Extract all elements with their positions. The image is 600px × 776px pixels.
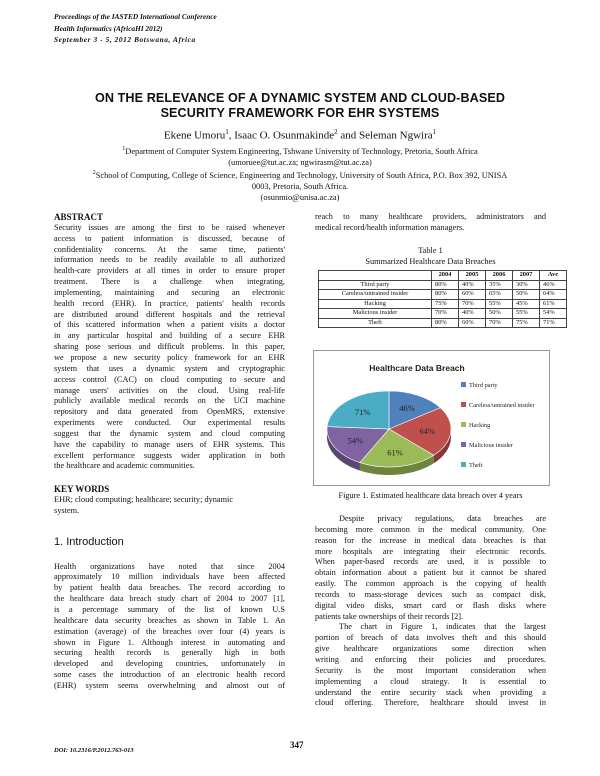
intro-line: shown in Figure 1. Although interest in automating and [54, 637, 285, 647]
table-cell: 54% [540, 309, 567, 319]
right-top-line-2: medical record/health information managers. [315, 222, 465, 232]
abstract-line: in any particular hospital and building of a secure EHR [54, 331, 285, 341]
pie-chart-svg [314, 351, 549, 485]
right-body-line: reason for the increase in medical data breaches is that [315, 535, 546, 545]
table-row-label: Third party [319, 280, 432, 290]
aff1-sup: 1 [122, 146, 126, 152]
table-cell: 80% [432, 280, 459, 290]
intro-body [54, 562, 285, 692]
authors: Ekene Umoru$^1$, Isaac O. Osunmakinde$^2$ and Seleman Ngwira$^1$ [163, 128, 437, 142]
table-cell: 40% [459, 280, 486, 290]
abstract-line: the healthcare and academic communities. [54, 461, 195, 471]
table-cell: 55% [513, 309, 540, 319]
abstract-line: treatment. There is a challenge when integrating, [54, 277, 285, 287]
right-body-line: patients take ownerships of their records [2]. [315, 611, 464, 621]
aff2-line-1: School of Computing, College of Science, Engineering and Technology, University of South Africa, P.O. Box 392, UNISA [95, 170, 508, 180]
aff1-line-2: (umoruee@tut.ac.za; ngwirasm@tut.ac.za) [228, 157, 372, 167]
table-row [319, 280, 567, 290]
table-cell: 71% [540, 318, 567, 328]
legend-label: Third party [469, 382, 498, 389]
legend-label: Malicious insider [469, 442, 513, 449]
right-body-line: writing and enforcing their policies and procedures. [315, 654, 546, 664]
author-2-sup: 2 [334, 128, 338, 136]
table-row-label: Theft [319, 318, 432, 328]
table-cell: 65% [486, 290, 513, 300]
abstract-body [54, 223, 285, 472]
aff2-sup: 2 [92, 170, 96, 176]
title-line-2: SECURITY FRAMEWORK FOR EHR SYSTEMS [160, 106, 440, 120]
table-header-cell: 2006 [486, 271, 513, 281]
keywords-heading: KEY WORDS [54, 484, 110, 495]
header-line-3: September 3 - 5, 2012 Botswana, Africa [54, 35, 196, 44]
table-header-cell: 2007 [513, 271, 540, 281]
right-body-line: portion of breach of data involves theft and this should [315, 633, 546, 643]
right-body-line: cloud offering. Therefore, healthcare should invest in [315, 698, 546, 708]
table-cell: 64% [540, 290, 567, 300]
pie-group [327, 391, 451, 475]
table-row-label: Careless/untrained insider [319, 290, 432, 300]
table-cell: 61% [540, 299, 567, 309]
figure-1-chart [313, 350, 550, 486]
right-body-line: records to mass-storage devices such as compact disk, [315, 589, 546, 599]
right-body-line: The chart in Figure 1, indicates that the largest [339, 622, 546, 632]
legend-label: Careless/untrained insider [469, 402, 535, 409]
right-body-line: Despite privacy regulations, data breaches are [339, 514, 546, 523]
table-1-caption [313, 246, 548, 267]
conference-header [54, 11, 217, 46]
intro-line: some cases the introduction of an electronic health record [54, 670, 285, 680]
abstract-line: confidentiality concerns. At the same time, patients' [54, 244, 285, 254]
table-cell: 46% [540, 280, 567, 290]
figure-1-caption: Figure 1. Estimated healthcare data breach over 4 years [338, 491, 523, 500]
keywords-line-2: system. [54, 505, 80, 515]
table-cell: 35% [486, 280, 513, 290]
intro-line: developed and developing countries, unfortunately in [54, 659, 285, 669]
right-body-line: When paper-based records are used, it is possible to [315, 557, 546, 567]
legend-swatch [461, 462, 466, 467]
right-body-line: implementing a cloud strategy. It is essential to [315, 676, 546, 686]
author-3-sup: 1 [432, 128, 437, 136]
intro-line: is a percentage summary of the list of known U.S [54, 605, 285, 614]
right-body-line: more hospitals are integrating their electronic records. [315, 546, 546, 556]
author-1: Ekene Umoru [163, 129, 226, 142]
abstract-line: manage users' activities on the cloud. Using real-life [54, 385, 285, 395]
right-column-bottom [315, 514, 546, 709]
table-cell: 70% [486, 318, 513, 328]
table-cell: 70% [459, 299, 486, 309]
chart-legend [461, 382, 535, 469]
abstract-line: excellent performance suggests wider application in both [54, 450, 285, 460]
abstract-line: access to patient information is discussed, because of [54, 233, 285, 243]
intro-line: healthcare data security breaches as shown in Table 1. An [54, 615, 285, 625]
table-row [319, 299, 567, 309]
author-2: Isaac O. Osunmakinde [234, 129, 335, 142]
right-column-top [315, 212, 546, 234]
table-row [319, 318, 567, 328]
author-1-sup: 1 [225, 128, 229, 136]
paper-title [60, 91, 540, 121]
table-caption-2: Summarized Healthcare Data Breaches [365, 256, 496, 266]
right-body-line: understand the entire security stack when providing a [315, 687, 546, 697]
table-cell: 80% [432, 290, 459, 300]
right-top-line-1: reach to many healthcare providers, administrators and [315, 212, 546, 221]
pie-data-label: 71% [354, 406, 371, 417]
abstract-line: access control (CAC) on cloud computing to secure and [54, 374, 285, 384]
abstract-line: experiments were conducted. Our experimental results [54, 418, 285, 428]
header-line-1: Proceedings of the IASTED International Conference [54, 12, 217, 21]
abstract-line: publicly available medical records on the UCI machine [54, 396, 285, 406]
table-cell: 50% [486, 309, 513, 319]
abstract-line: implementing, maintaining and securing an electronic [54, 287, 285, 297]
author-3: and Seleman Ngwira [340, 129, 433, 142]
legend-swatch [461, 442, 466, 447]
table-header-cell: Ave [540, 271, 567, 281]
abstract-line: health record (EHR). In practice, patients' health records [54, 298, 285, 308]
abstract-heading: ABSTRACT [54, 212, 104, 222]
abstract-line: health-care providers at all times in order to ensure proper [54, 266, 285, 276]
table-cell: 60% [459, 290, 486, 300]
table-cell: 45% [513, 299, 540, 309]
abstract-line: of this scattered information when a patient visits a doctor [54, 320, 285, 330]
table-cell: 60% [459, 318, 486, 328]
table-header-cell [319, 271, 432, 281]
table-header-cell: 2005 [459, 271, 486, 281]
table-cell: 30% [513, 280, 540, 290]
table-cell: 40% [459, 309, 486, 319]
abstract-line: suggest that the dynamic system and cloud computing [54, 428, 285, 438]
aff1-line-1: Department of Computer System Engineering, Tshwane University of Technology, Pretoria, South Africa [125, 146, 478, 156]
right-body-line: obtain information about a patient but it cannot be shared [315, 568, 546, 578]
page-number: 347 [290, 740, 304, 750]
intro-line: approximately 10 million individuals have been affected [54, 572, 285, 582]
table-cell: 75% [432, 299, 459, 309]
legend-label: Hacking [469, 422, 491, 429]
intro-line: the healthcare data breach study chart of 2004 to 2007 [1], [54, 594, 285, 604]
table-cell: 70% [432, 309, 459, 319]
intro-line: by patient health data breaches. The record according to [54, 583, 285, 593]
right-body-line: give healthcare organizations some direction when [315, 644, 546, 654]
table-row-label: Hacking [319, 299, 432, 309]
table-cell: 80% [432, 318, 459, 328]
table-cell: 75% [513, 318, 540, 328]
abstract-line: repository and data generated from OpenMRS, extensive [54, 407, 285, 417]
chart-title: Healthcare Data Breach [369, 363, 465, 373]
legend-swatch [461, 382, 466, 387]
table-cell: 55% [486, 299, 513, 309]
pie-data-label: 54% [347, 435, 364, 446]
title-line-1: ON THE RELEVANCE OF A DYNAMIC SYSTEM AND CLOUD-BASED [94, 91, 506, 105]
doi: DOI: 10.2316/P.2012.763-013 [54, 747, 134, 754]
pie-data-label: 64% [419, 425, 436, 436]
abstract-line: have the capability to manage users of EHR systems. This [54, 439, 285, 449]
right-body-line: becoming more common in the medical community. One [315, 524, 546, 534]
abstract-line: we propose a new security policy framework for an EHR [54, 352, 285, 362]
table-1 [318, 270, 567, 328]
pie-data-label: 61% [387, 447, 403, 458]
table-cell: 50% [513, 290, 540, 300]
intro-line: estimation (average) of the breaches over four (4) years is [54, 626, 285, 636]
table-header-cell: 2004 [432, 271, 459, 281]
table-caption-1: Table 1 [418, 246, 443, 255]
abstract-line: are distributed around different hospitals and the retrieval [54, 309, 285, 319]
pie-data-label: 46% [399, 403, 415, 414]
intro-line: securing health records is generally high in both [54, 648, 285, 658]
header-line-2: Health Informatics (AfricaHI 2012) [54, 23, 163, 33]
aff2-line-2: 0003, Pretoria, South Africa. [251, 181, 349, 191]
table-row [319, 309, 567, 319]
right-body-line: digital video disks, smart card or flash disks where [315, 600, 546, 610]
abstract-line: sharing pose serious and difficult problems. In this paper, [54, 342, 285, 352]
aff2-line-3: (osunmio@unisa.ac.za) [260, 192, 340, 202]
breach-table [318, 270, 567, 328]
intro-line: Health organizations have noted that since 2004 [54, 561, 285, 571]
abstract-line: Security issues are among the first to be raised whenever [54, 222, 285, 232]
intro-heading: 1. Introduction [54, 535, 124, 548]
right-body-line: easily. The common approach is the copying of health [315, 579, 546, 589]
legend-label: Theft [469, 462, 483, 469]
affiliation-1 [40, 144, 560, 168]
intro-line: (EHR) system seems overwhelming and almost out of [54, 680, 285, 690]
abstract-line: system that uses a dynamic system and cryptographic [54, 363, 285, 373]
table-row [319, 290, 567, 300]
affiliation-2 [40, 168, 560, 203]
legend-swatch [461, 422, 466, 427]
legend-swatch [461, 402, 466, 407]
left-column [54, 212, 285, 692]
keywords-line-1: EHR; cloud computing; healthcare; security; dynamic [54, 495, 234, 505]
abstract-line: information needs to be readily available to all authorized [54, 255, 285, 265]
table-row-label: Malicious insider [319, 309, 432, 319]
right-body-line: Security is the most important consideration when [315, 665, 546, 675]
